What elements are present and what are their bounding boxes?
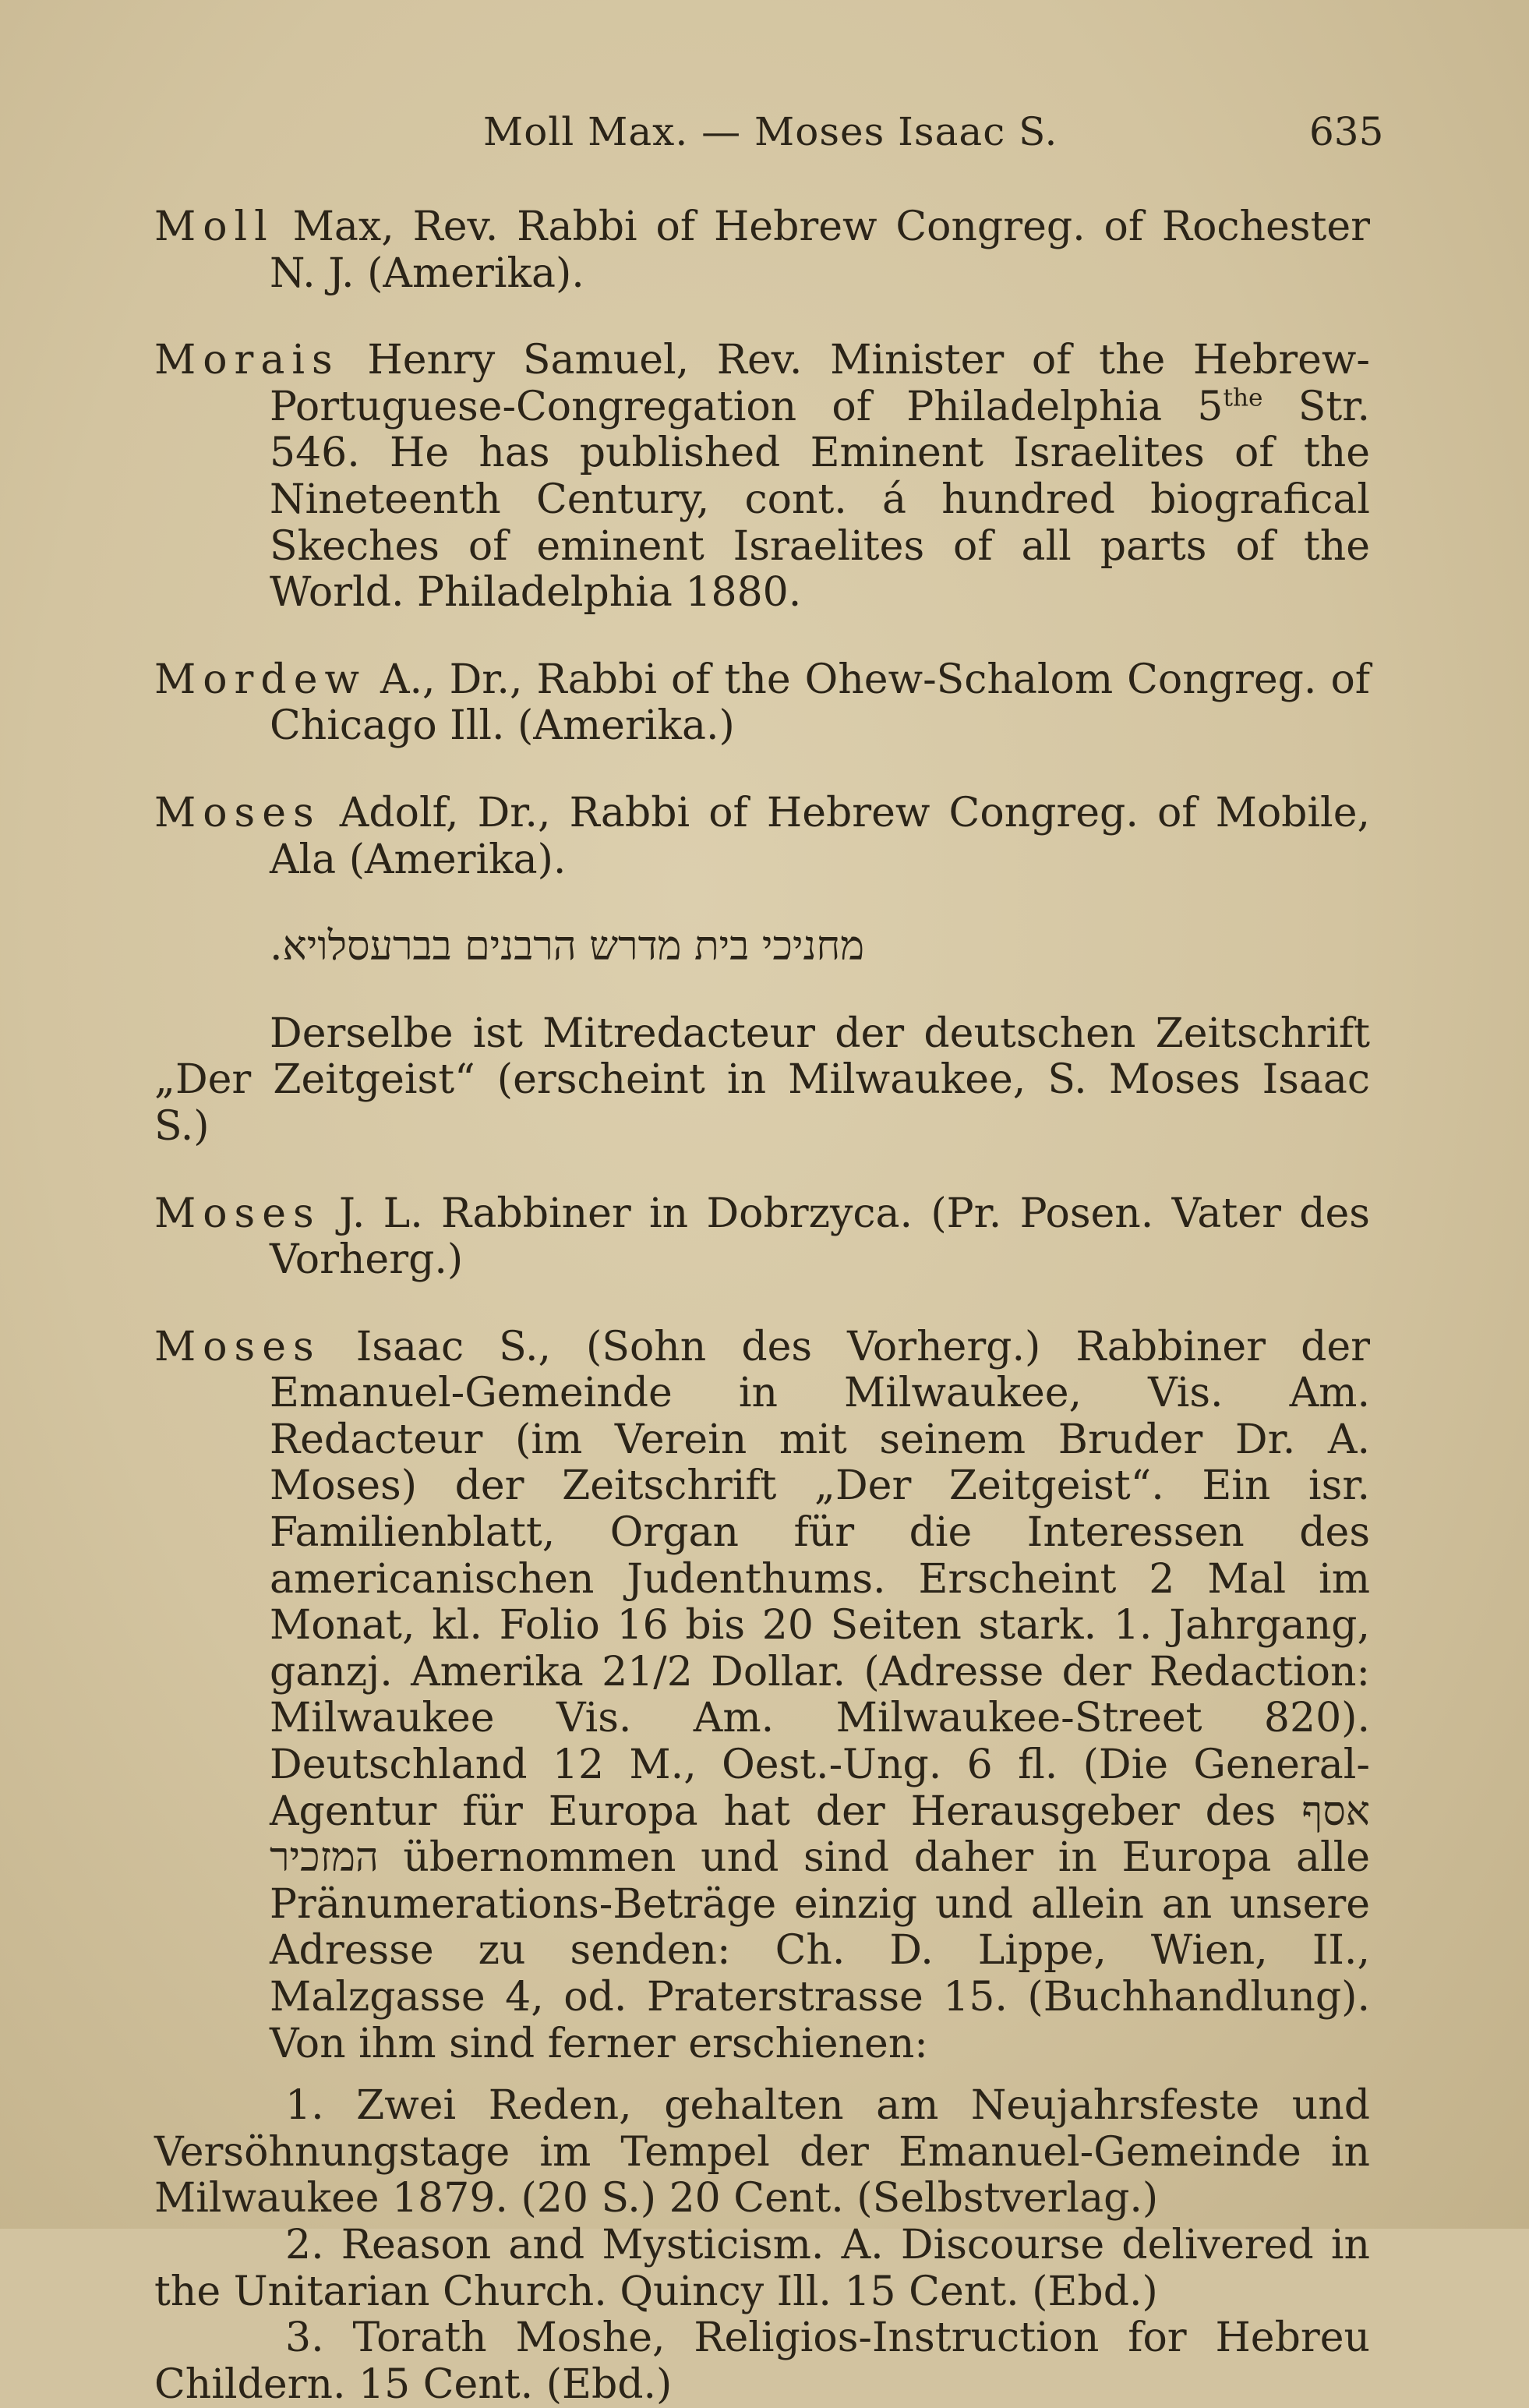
- entry-text: Henry Samuel, Rev. Minister of the Hebrew-Portuguese-Congregation of Philadelphia 5: [270, 337, 1370, 430]
- entry-text: Isaac S., (Sohn des Vorherg.) Rabbiner der Emanuel-Gemeinde in Milwaukee, Vis. Am. Redacteur (im Verein mit seinem Bruder Dr. A. Moses) der Zeitschrift „Der Zeitgeist“. Ein isr. Familienblatt, Organ für die Interessen des americanischen Judenthums. Erscheint 2 Mal im Monat, kl. Folio 16 bis 20 Seiten stark. 1. Jahrgang, ganzj. Amerika 2: [270, 1323, 1370, 1696]
- entry-moses-isaac: [154, 1324, 1370, 2068]
- hebrew-text: מחניכי בית מדרש הרבנים בברעסלויא.: [270, 923, 865, 971]
- entry-text: A., Dr., Rabbi of the Ohew-Schalom Congreg. of Chicago Ill. (Amerika.): [270, 656, 1370, 750]
- entry-morais: [154, 338, 1370, 617]
- running-header: [0, 109, 1529, 171]
- entry-mordew: [154, 657, 1370, 750]
- list-item: 1. Zwei Reden, gehalten am Neujahrsfeste und Versöhnungstage im Tempel der Emanuel-Gemeinde in Milwaukee 1879. (20 S.) 20 Cent. (Selbstverlag.): [154, 2082, 1370, 2222]
- entry-text: Max, Rev. Rabbi of Hebrew Congreg. of Rochester N. J. (Amerika).: [270, 203, 1370, 297]
- hebrew-line: [154, 924, 1370, 971]
- page-number: 635: [1309, 109, 1384, 154]
- entry-name: Morais: [154, 337, 340, 384]
- hebrew-title: אסף המזכיר: [270, 1787, 1370, 1882]
- entry-name: Mordew: [154, 656, 366, 703]
- entry-text: Str. 546. He has published Eminent Israelites of the Nineteenth Century, cont. á hundred biografical Skeches of eminent Israelites of all parts of the World. Philadelphia 1880.: [270, 383, 1370, 617]
- list-item: 2. Reason and Mysticism. A. Discourse delivered in the Unitarian Church. Quincy Ill. 15 Cent. (Ebd.): [154, 2221, 1370, 2315]
- header-title: Moll Max. — Moses Isaac S.: [483, 109, 1058, 154]
- entry-text: Adolf, Dr., Rabbi of Hebrew Congreg. of Mobile, Ala (Amerika).: [270, 789, 1370, 883]
- entry-name: Moses: [154, 789, 321, 836]
- entry-moses-adolf: [154, 790, 1370, 883]
- entry-name: Moses: [154, 1190, 321, 1237]
- entry-text: übernommen und sind daher in Europa alle Pränumerations-Beträge einzig und allein an unsere Adresse zu senden: Ch. D. Lippe, Wien, II., Malzgasse 4, od. Praterstrasse 15. (Buchhandlung). Von ihm sind ferner erschienen:: [270, 1834, 1370, 2067]
- note-paragraph: Derselbe ist Mitredacteur der deutschen Zeitschrift „Der Zeitgeist“ (erscheint in Milwaukee, S. Moses Isaac S.): [154, 1010, 1370, 1150]
- entry-moses-jl: [154, 1191, 1370, 1284]
- entry-moll: [154, 204, 1370, 297]
- works-list: [154, 2083, 1370, 2408]
- entry-text: J. L. Rabbiner in Dobrzyca. (Pr. Posen. Vater des Vorherg.): [270, 1190, 1370, 1284]
- fraction: 1/2: [627, 1648, 693, 1696]
- superscript: the: [1223, 384, 1263, 412]
- entry-text: Dollar. (Adresse der Redaction: Milwaukee Vis. Am. Milwaukee-Street 820). Deutschland 12 M., Oest.-Ung. 6 fl. (Die General-Agentur für Europa hat der Herausgeber des: [270, 1648, 1370, 1835]
- list-item: 3. Torath Moshe, Religios-Instruction for Hebreu Childern. 15 Cent. (Ebd.): [154, 2314, 1370, 2408]
- entry-name: Moll: [154, 203, 274, 250]
- entry-name: Moses: [154, 1323, 321, 1370]
- entries-body: [154, 204, 1370, 2408]
